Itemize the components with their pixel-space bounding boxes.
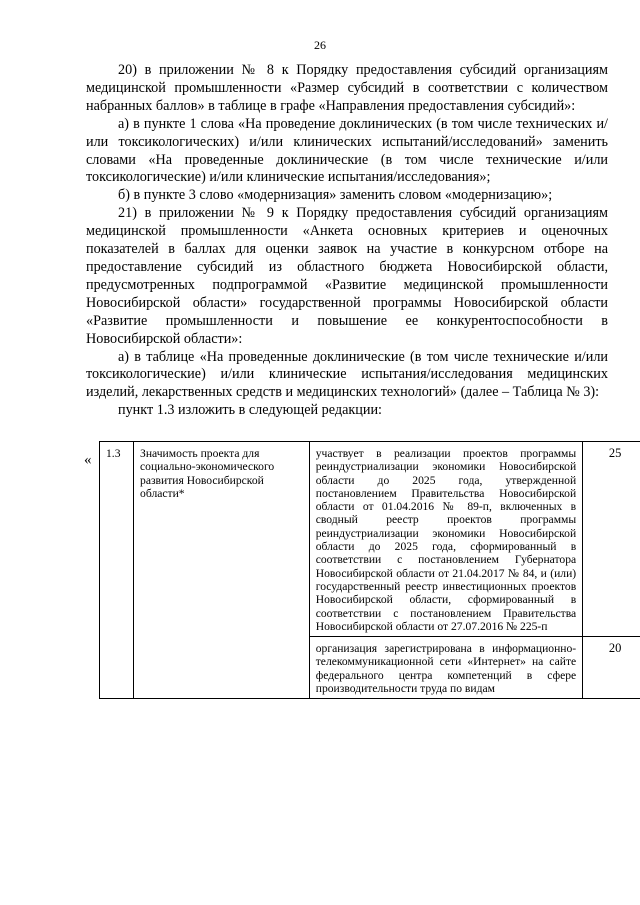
criterion-cell-1: участвует в реализации проектов программы реиндустриализации экономики Новосибирской области до 2025 года, утвержденной постановлением Правительства Новосибирской области от 01.04.2016 № 89-п, включенных в сводный реестр проектов программы реиндустриализации экономики Новосибирской области до 2025 года, сформированный в соответствии с постановлением Губернатора Новосибирской области от 21.04.2017 № 84, и (или) государственный реестр инвестиционных проектов Новосибирской области, сформированный в соответствии с постановлением Правительства Новосибирской области от 27.07.2016 № 225-п bbox=[309, 442, 582, 637]
paragraph-subitem-a-2: а) в таблице «На проведенные доклинические (в том числе технические и/или токсикологические) и/или клинические испытания/исследования медицинских изделий, лекарственных средств и медицинских технологий» (далее – Таблица № 3): bbox=[86, 348, 608, 401]
indicator-cell: Значимость проекта для социально-экономического развития Новосибирской области* bbox=[134, 442, 310, 699]
score-cell-2: 20 bbox=[583, 637, 640, 699]
criterion-cell-2: организация зарегистрирована в информационно-телекоммуникационной сети «Интернет» на сайте федерального центра компетенций в сфере производительности труда по видам bbox=[309, 637, 582, 699]
score-cell-1: 25 bbox=[583, 442, 640, 637]
table-row bbox=[100, 442, 640, 637]
page-number: 26 bbox=[314, 38, 326, 52]
paragraph-subitem-a-1: а) в пункте 1 слова «На проведение доклинических (в том числе технических и/или токсикологических) и/или клинических испытаний/исследований» заменить словами «На проведенные доклинические (в том числе технические и/или токсикологические) и/или клинические испытания/исследования»; bbox=[86, 115, 608, 186]
paragraph-item-20: 20) в приложении № 8 к Порядку предоставления субсидий организациям медицинской промышленности «Размер субсидий в соответствии с количеством набранных баллов» в таблице в графе «Направления предоставления субсидий»: bbox=[86, 62, 608, 114]
open-quote-mark: « bbox=[84, 452, 92, 468]
paragraph-item-21: 21) в приложении № 9 к Порядку предоставления субсидий организациям медицинской промышленности «Анкета основных критериев и оценочных показателей в баллах для оценки заявок на участие в конкурсном отборе на предоставление субсидий из областного бюджета Новосибирской области, предусмотренных подпрограммой «Развитие медицинской промышленности Новосибирской области» государственной программы Новосибирской области «Развитие промышленности и повышение ее конкурентоспособности в Новосибирской области»: bbox=[86, 205, 608, 347]
paragraph-subitem-b: б) в пункте 3 слово «модернизация» заменить словом «модернизацию»; bbox=[118, 187, 553, 204]
row-number-cell: 1.3 bbox=[100, 442, 134, 699]
criteria-table bbox=[99, 441, 640, 699]
paragraph-instruction: пункт 1.3 изложить в следующей редакции: bbox=[118, 402, 382, 419]
document-body bbox=[86, 62, 608, 420]
